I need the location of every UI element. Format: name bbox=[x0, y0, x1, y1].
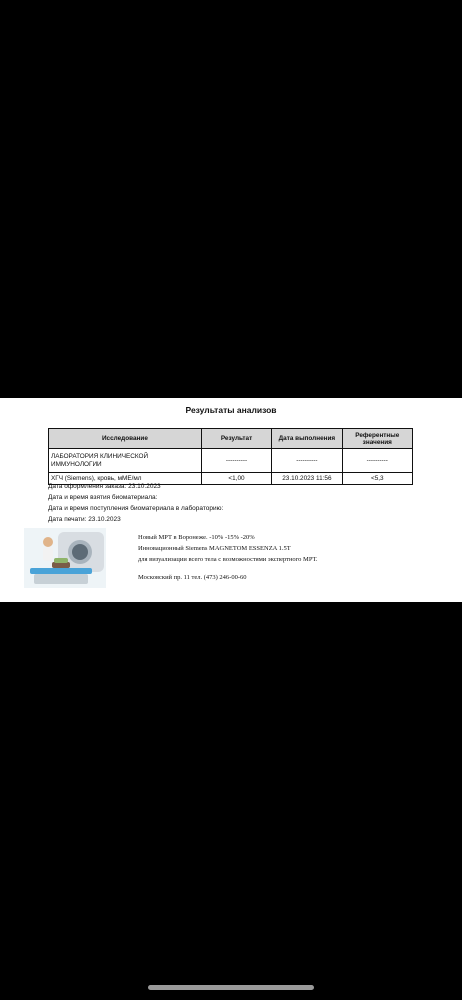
sample-taken-date: Дата и время взятия биоматериала: bbox=[48, 494, 158, 501]
cell-date: ---------- bbox=[272, 449, 342, 473]
ad-address: Московский пр. 11 тел. (473) 246-00-60 bbox=[138, 574, 247, 581]
cell-study: ХГЧ (Siemens), кровь, мМЕ/мл bbox=[49, 473, 202, 485]
ad-line-3: для визуализации всего тела с возможностями экспертного МРТ. bbox=[138, 556, 318, 563]
mri-scanner-image bbox=[24, 528, 106, 588]
cell-reference: <5,3 bbox=[342, 473, 412, 485]
table-row bbox=[49, 449, 413, 473]
ad-line-2: Инновационный Siemens MAGNETOM ESSENZA 1.5T bbox=[138, 545, 291, 552]
sample-received-date: Дата и время поступления биоматериала в лабораторию: bbox=[48, 505, 224, 512]
document-title: Результаты анализов bbox=[185, 405, 277, 415]
document-page bbox=[0, 398, 462, 602]
cell-study: ЛАБОРАТОРИЯ КЛИНИЧЕСКОЙ ИММУНОЛОГИИ bbox=[49, 449, 202, 473]
header-date: Дата выполнения bbox=[272, 429, 342, 449]
home-indicator[interactable] bbox=[148, 985, 314, 990]
cell-reference: ---------- bbox=[342, 449, 412, 473]
print-date: Дата печати: 23.10.2023 bbox=[48, 516, 121, 523]
cell-result: ---------- bbox=[201, 449, 271, 473]
header-result: Результат bbox=[201, 429, 271, 449]
cell-date: 23.10.2023 11:56 bbox=[272, 473, 342, 485]
ad-line-1: Новый МРТ в Воронеже. -10% -15% -20% bbox=[138, 534, 255, 541]
results-table bbox=[48, 428, 413, 485]
header-reference: Референтные значения bbox=[342, 429, 412, 449]
table-header-row bbox=[49, 429, 413, 449]
header-study: Исследование bbox=[49, 429, 202, 449]
cell-result: <1,00 bbox=[201, 473, 271, 485]
order-date: Дата оформления заказа: 23.10.2023 bbox=[48, 483, 161, 490]
